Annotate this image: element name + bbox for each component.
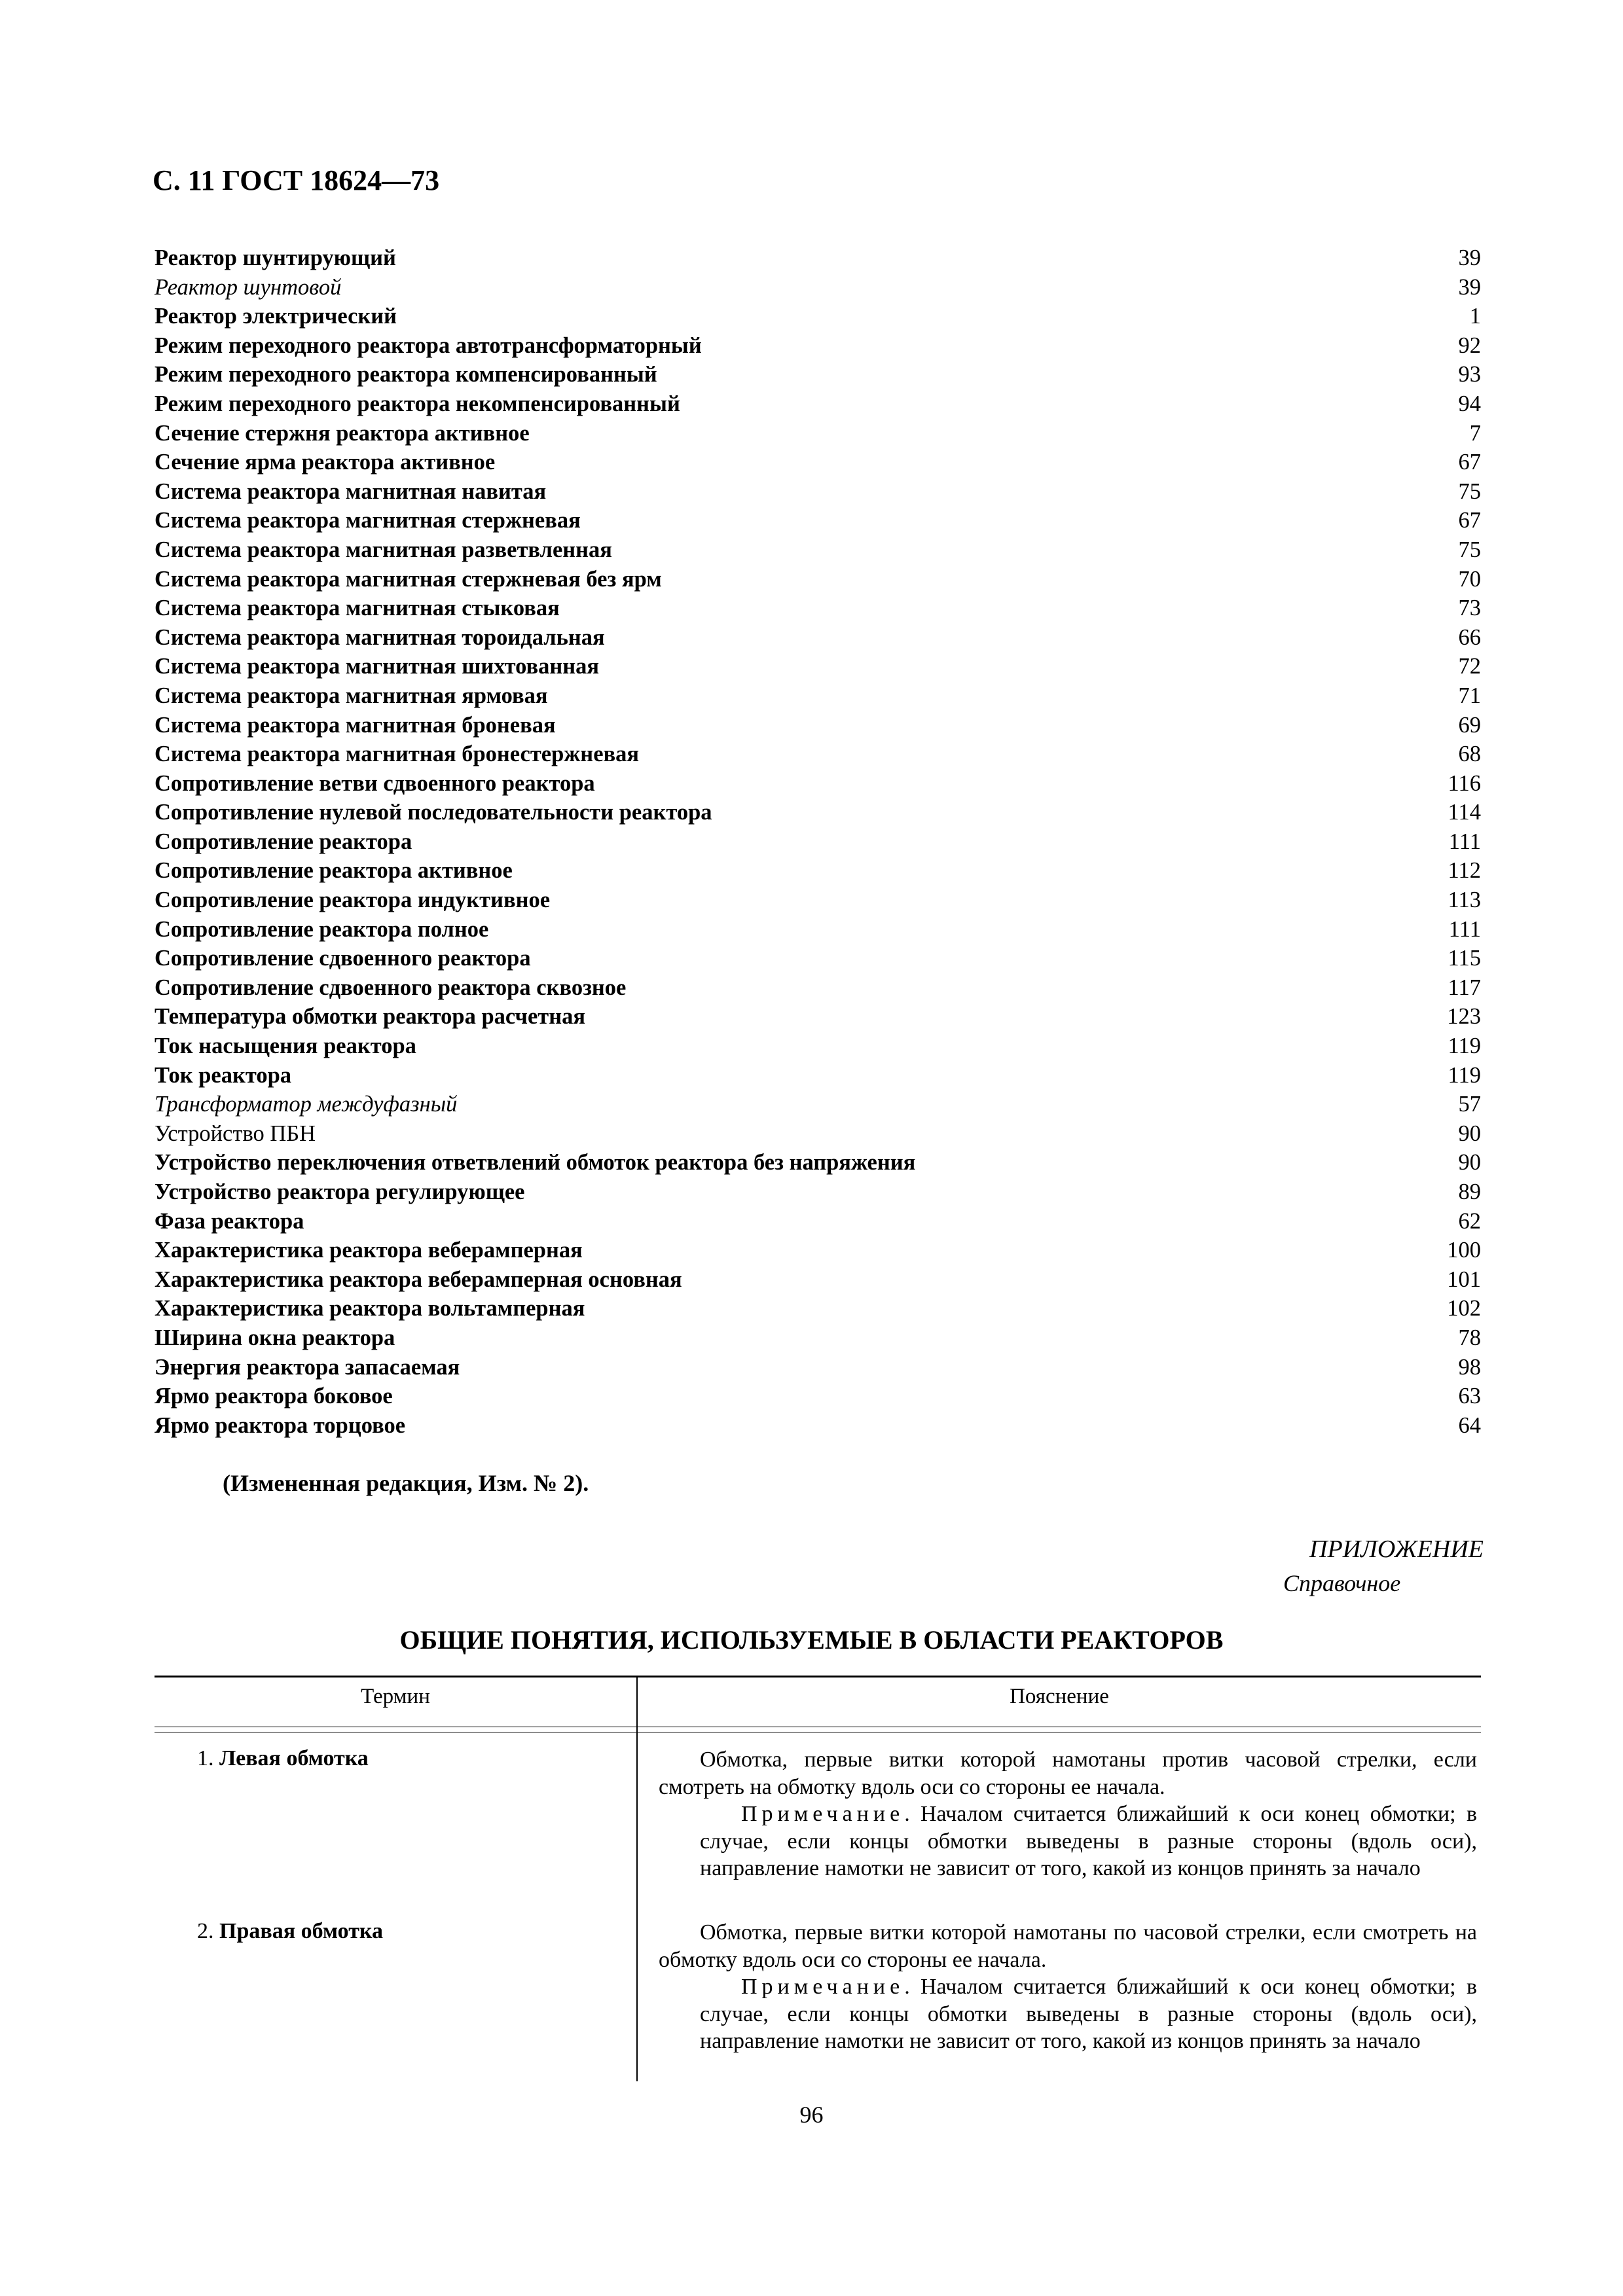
index-entry — [155, 506, 1481, 535]
index-entry — [155, 448, 1481, 477]
index-entry — [155, 273, 1481, 302]
index-entry — [155, 915, 1481, 944]
index-number: 114 — [1448, 800, 1481, 825]
index-entry — [155, 243, 1481, 273]
index-number: 90 — [1458, 1150, 1481, 1175]
index-term: Ярмо реактора торцовое — [155, 1412, 406, 1438]
note-text — [659, 1973, 1477, 2055]
note-text — [659, 1801, 1477, 1882]
index-number: 90 — [1458, 1121, 1481, 1146]
index-term: Система реактора магнитная тороидальная — [155, 624, 605, 650]
index-term: Энергия реактора запасаемая — [155, 1354, 460, 1380]
index-entry — [155, 1353, 1481, 1382]
index-entry — [155, 623, 1481, 653]
index-entry — [155, 419, 1481, 448]
index-term: Система реактора магнитная навитая — [155, 478, 547, 504]
index-term: Устройство переключения ответвлений обмоток реактора без напряжения — [155, 1150, 916, 1175]
index-entry — [155, 1265, 1481, 1295]
index-entry — [155, 477, 1481, 507]
index-number: 1 — [1469, 304, 1481, 329]
index-number: 39 — [1458, 274, 1481, 300]
page-header: С. 11 ГОСТ 18624—73 — [153, 164, 440, 196]
term-index-list — [155, 243, 1481, 1440]
index-entry — [155, 1177, 1481, 1207]
index-number: 119 — [1448, 1062, 1481, 1088]
index-number: 63 — [1458, 1384, 1481, 1409]
index-entry — [155, 973, 1481, 1003]
index-term: Сопротивление сдвоенного реактора — [155, 946, 531, 971]
note-label: Примечание — [741, 1975, 905, 1999]
index-number: 72 — [1458, 654, 1481, 679]
index-term: Характеристика реактора веберамперная — [155, 1238, 583, 1263]
column-header-explanation: Пояснение — [1010, 1685, 1109, 1708]
index-term: Режим переходного реактора некомпенсированный — [155, 391, 680, 416]
index-entry — [155, 360, 1481, 389]
index-entry — [155, 331, 1481, 361]
term-name: Левая обмотка — [219, 1746, 369, 1770]
index-entry — [155, 302, 1481, 331]
index-term: Сопротивление реактора полное — [155, 916, 489, 942]
index-entry — [155, 886, 1481, 915]
index-term: Режим переходного реактора компенсированный — [155, 362, 657, 387]
index-number: 94 — [1458, 391, 1481, 416]
index-entry — [155, 798, 1481, 827]
index-number: 119 — [1448, 1033, 1481, 1059]
index-term: Система реактора магнитная стыковая — [155, 596, 560, 621]
index-term: Температура обмотки реактора расчетная — [155, 1004, 586, 1030]
index-number: 117 — [1448, 975, 1481, 1000]
index-number: 98 — [1458, 1354, 1481, 1380]
index-entry — [155, 856, 1481, 886]
index-term: Режим переходного реактора автотрансформаторный — [155, 332, 702, 358]
table-row-explanation — [659, 1919, 1477, 2055]
index-entry — [155, 944, 1481, 973]
index-term: Реактор электрический — [155, 304, 397, 329]
index-number: 70 — [1458, 566, 1481, 592]
index-number: 92 — [1458, 332, 1481, 358]
index-term: Ширина окна реактора — [155, 1325, 395, 1350]
index-number: 116 — [1448, 770, 1481, 796]
index-number: 75 — [1458, 478, 1481, 504]
index-number: 66 — [1458, 624, 1481, 650]
index-entry — [155, 827, 1481, 857]
index-term: Сопротивление реактора активное — [155, 858, 513, 884]
index-number: 93 — [1458, 362, 1481, 387]
index-term: Ток насыщения реактора — [155, 1033, 416, 1059]
definition-text: Обмотка, первые витки которой намотаны против часовой стрелки, если смотреть на обмотку вдоль оси со стороны ее начала. — [659, 1748, 1477, 1799]
index-entry — [155, 681, 1481, 711]
index-term: Система реактора магнитная бронестержневая — [155, 742, 640, 767]
appendix-label: ПРИЛОЖЕНИЕ — [1309, 1535, 1484, 1563]
term-number: 2. — [197, 1919, 214, 1943]
index-number: 111 — [1448, 916, 1481, 942]
index-number: 39 — [1458, 245, 1481, 270]
definition-text: Обмотка, первые витки которой намотаны по часовой стрелки, если смотреть на обмотку вдоль оси со стороны ее начала. — [659, 1920, 1477, 1972]
index-entry — [155, 711, 1481, 740]
index-term: Характеристика реактора вольтамперная — [155, 1296, 585, 1321]
amendment-note: (Измененная редакция, Изм. № 2). — [223, 1470, 589, 1496]
index-entry — [155, 652, 1481, 681]
index-term: Ток реактора — [155, 1062, 292, 1088]
terms-table — [155, 1676, 1481, 2085]
index-entry — [155, 1148, 1481, 1177]
index-term: Реактор шунтовой — [155, 274, 342, 300]
index-entry — [155, 1382, 1481, 1411]
index-number: 71 — [1458, 683, 1481, 708]
index-number: 123 — [1447, 1004, 1481, 1030]
section-title: ОБЩИЕ ПОНЯТИЯ, ИСПОЛЬЗУЕМЫЕ В ОБЛАСТИ РЕАКТОРОВ — [399, 1625, 1224, 1655]
index-number: 101 — [1447, 1266, 1481, 1292]
note-body: . Началом считается ближайший к оси конец обмотки; в случае, если концы обмотки выведены в разные стороны (вдоль оси), направление намотки не зависит от того, какой из концов принять за начало — [700, 1802, 1477, 1880]
index-term: Устройство реактора регулирующее — [155, 1179, 525, 1204]
index-number: 57 — [1458, 1092, 1481, 1117]
term-number: 1. — [197, 1746, 214, 1770]
note-body: . Началом считается ближайший к оси конец обмотки; в случае, если концы обмотки выведены в разные стороны (вдоль оси), направление намотки не зависит от того, какой из концов принять за начало — [700, 1975, 1477, 2053]
index-term: Система реактора магнитная ярмовая — [155, 683, 548, 708]
index-number: 69 — [1458, 712, 1481, 738]
table-row-explanation — [659, 1746, 1477, 1882]
index-number: 111 — [1448, 829, 1481, 854]
note-label: Примечание — [741, 1802, 905, 1826]
index-number: 64 — [1458, 1412, 1481, 1438]
index-number: 67 — [1458, 450, 1481, 475]
index-entry — [155, 594, 1481, 623]
appendix-subtitle: Справочное — [1283, 1570, 1401, 1596]
index-number: 75 — [1458, 537, 1481, 562]
index-entry — [155, 389, 1481, 419]
index-term: Система реактора магнитная броневая — [155, 712, 556, 738]
index-entry — [155, 1323, 1481, 1353]
index-term: Устройство ПБН — [155, 1121, 316, 1146]
index-entry — [155, 740, 1481, 769]
index-term: Сопротивление сдвоенного реактора сквозное — [155, 975, 627, 1000]
term-name: Правая обмотка — [219, 1919, 383, 1943]
index-number: 89 — [1458, 1179, 1481, 1204]
index-term: Сопротивление реактора индуктивное — [155, 888, 551, 913]
index-term: Реактор шунтирующий — [155, 245, 396, 270]
index-entry — [155, 1236, 1481, 1265]
index-entry — [155, 565, 1481, 594]
page-number: 96 — [799, 2102, 824, 2128]
index-entry — [155, 769, 1481, 798]
index-number: 73 — [1458, 596, 1481, 621]
index-term: Сечение стержня реактора активное — [155, 420, 530, 446]
index-term: Система реактора магнитная шихтованная — [155, 654, 600, 679]
index-number: 112 — [1448, 858, 1481, 884]
index-entry — [155, 535, 1481, 565]
table-top-rule — [155, 1676, 1481, 1677]
index-number: 113 — [1448, 888, 1481, 913]
index-entry — [155, 1031, 1481, 1061]
index-entry — [155, 1119, 1481, 1149]
index-number: 78 — [1458, 1325, 1481, 1350]
column-divider — [636, 1676, 638, 2081]
index-number: 115 — [1448, 946, 1481, 971]
index-term: Сечение ярма реактора активное — [155, 450, 496, 475]
index-term: Характеристика реактора веберамперная основная — [155, 1266, 682, 1292]
index-term: Сопротивление реактора — [155, 829, 412, 854]
index-term: Трансформатор междуфазный — [155, 1092, 458, 1117]
index-number: 68 — [1458, 742, 1481, 767]
index-term: Фаза реактора — [155, 1208, 304, 1234]
index-entry — [155, 1090, 1481, 1119]
index-term: Сопротивление ветви сдвоенного реактора — [155, 770, 595, 796]
table-row-term — [197, 1919, 383, 1944]
index-term: Система реактора магнитная разветвленная — [155, 537, 612, 562]
index-entry — [155, 1207, 1481, 1236]
index-entry — [155, 1061, 1481, 1090]
index-entry — [155, 1002, 1481, 1031]
index-number: 100 — [1447, 1238, 1481, 1263]
index-number: 102 — [1447, 1296, 1481, 1321]
index-number: 7 — [1469, 420, 1481, 446]
index-term: Сопротивление нулевой последовательности реактора — [155, 800, 712, 825]
index-term: Система реактора магнитная стержневая без ярм — [155, 566, 662, 592]
index-number: 62 — [1458, 1208, 1481, 1234]
column-header-term: Термин — [361, 1685, 430, 1708]
index-term: Ярмо реактора боковое — [155, 1384, 393, 1409]
index-term: Система реактора магнитная стержневая — [155, 508, 581, 533]
index-entry — [155, 1411, 1481, 1441]
index-entry — [155, 1294, 1481, 1323]
table-row-term — [197, 1746, 369, 1771]
index-number: 67 — [1458, 508, 1481, 533]
